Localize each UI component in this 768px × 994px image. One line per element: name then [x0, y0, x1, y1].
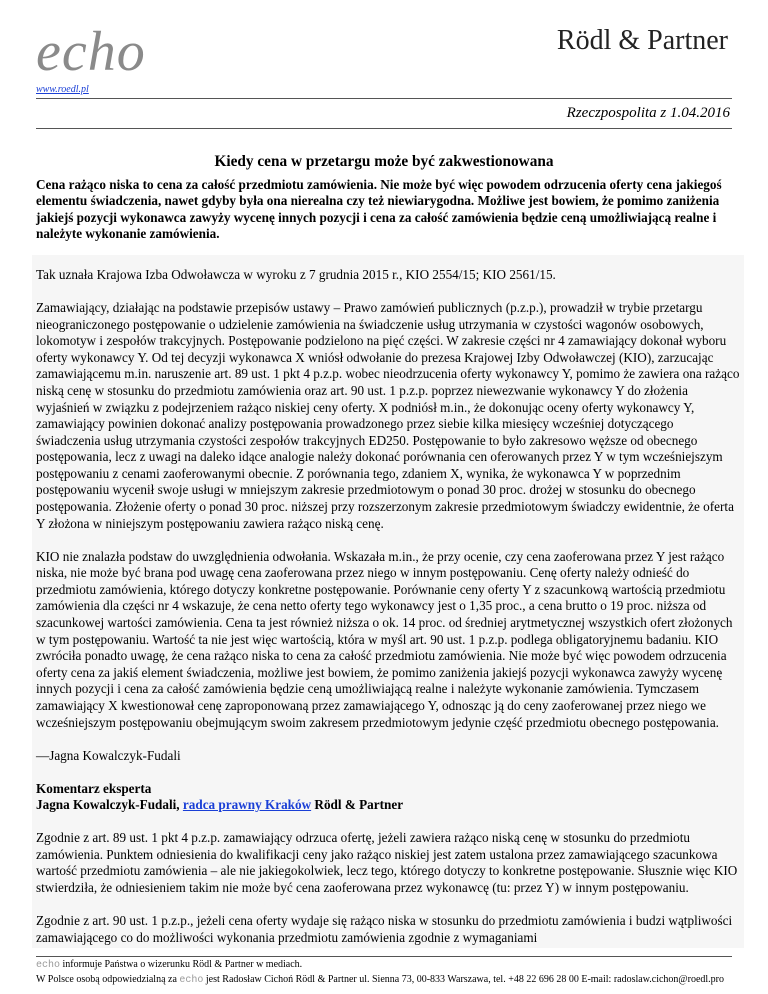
website-link[interactable]: www.roedl.pl: [36, 84, 89, 95]
footer-info: informuje Państwa o wizerunku Rödl & Partner w mediach.: [60, 959, 303, 970]
footer-line-1: [36, 958, 732, 973]
expert-profile-link[interactable]: radca prawny Kraków: [182, 797, 312, 813]
expert-heading: Komentarz eksperta: [36, 780, 152, 796]
footer-echo-mark-2: echo: [179, 975, 204, 986]
author-signature: —Jagna Kowalczyk-Fudali: [36, 747, 181, 763]
paragraph-ruling: Tak uznała Krajowa Izba Odwoławcza w wyroku z 7 grudnia 2015 r., KIO 2554/15; KIO 2561/15.: [36, 266, 556, 282]
footer-contact: jest Radosław Cichoń Rödl & Partner ul. Sienna 73, 00-833 Warszawa, tel. +48 22 696 28 00 E-mail: radoslaw.cichon@roedl.pro: [203, 974, 725, 985]
header-divider: [36, 98, 732, 99]
expert-firm: Rödl & Partner: [311, 797, 404, 813]
footer-divider: [36, 956, 732, 957]
footer-echo-mark: echo: [36, 960, 61, 971]
page-footer: [36, 956, 732, 988]
article-content: [32, 255, 744, 948]
paragraph-commentary-1: Zgodnie z art. 89 ust. 1 pkt 4 p.z.p. zamawiający odrzuca ofertę, jeżeli zawiera rażąco niską cenę w stosunku do przedmiotu zamówienia. Punktem odniesienia do kwalifikacji ceny jako rażąco niskiej jest zatem ustalona przez zamawiającego szacunkowa wartość przedmiotu zamówienia – ale nie jakiegokolwiek, lecz tego, którego dotyczy to konkretne postępowanie. Słusznie więc KIO stwierdziła, że odniesieniem takim nie może być cena zaoferowana przez wykonawcę (tu: przez Y) w innym postępowaniu.: [36, 830, 738, 895]
footer-line-2: [36, 973, 732, 988]
footer-contact-prefix: W Polsce osobą odpowiedzialną za: [36, 974, 180, 985]
article-lead: Cena rażąco niska to cena za całość przedmiotu zamówienia. Nie może być więc powodem odrzucenia oferty cena jakiegoś elementu świadczenia, nawet gdyby była ona nierealna czy też niewiarygodna. Możliwe jest bowiem, że pomimo zaniżenia jakiejś pozycji wykonawca zawyży wycenę innych pozycji i cena za całość zamówienia będzie ceną umożliwiającą realne i należyte wykonanie zamówienia.: [36, 176, 722, 242]
paragraph-facts: Zamawiający, działając na podstawie przepisów ustawy – Prawo zamówień publicznych (p.z.p.), prowadził w trybie przetargu nieograniczonego postępowanie o udzielenie zamówienia na świadczenie usług utrzymania w czystości wagonów osobowych, lokomotyw i zespołów trakcyjnych. Postępowanie podzielono na pięć części. W zakresie części nr 4 zamawiający dokonał wyboru oferty wykonawcy Y. Od tej decyzji wykonawca X wniósł odwołanie do prezesa Krajowej Izby Odwoławczej (KIO), zarzucając zamawiającemu m.in. naruszenie art. 89 ust. 1 pkt 4 p.z.p. wobec nieodrzucenia oferty wykonawcy Y, pomimo że zawiera ona rażąco niską cenę w stosunku do przedmiotu zamówienia oraz art. 90 ust. 1 p.z.p. poprzez niewezwanie wykonawcy Y do złożenia wyjaśnień w związku z podejrzeniem rażąco niskiej ceny oferty. X podniósł m.in., że dokonując oceny oferty wykonawcy Y, zamawiający powinien dokonać analizy postępowania prowadzonego przez siebie kilka miesięcy wcześniej dotyczącego świadczenia usług utrzymania czystości zespołów trakcyjnych ED250. Postępowanie to było zakresowo węższe od obecnego postępowania, lecz z uwagi na daleko idące analogie należy dokonać porównania cen oferowanych przez Y w tym wcześniejszym postępowaniu z cenami zaoferowanymi obecnie. Z porównania tego, zdaniem X, wynika, że wykonawca Y w poprzednim postępowaniu wycenił swoje usługi w mniejszym zakresie przedmiotowym o ponad 30 proc. drożej w stosunku do obecnego postępowania. Złożenie oferty o ponad 30 proc. niższej przy rozszerzonym zakresie przedmiotowym świadczy ewidentnie, że oferta Y złożona w niniejszym postępowaniu zawiera rażąco niską cenę.: [36, 299, 740, 531]
source-publication: Rzeczpospolita z 1.04.2016: [566, 105, 730, 121]
paragraph-commentary-2: Zgodnie z art. 90 ust. 1 p.z.p., jeżeli cena oferty wydaje się rażąco niska w stosunku do przedmiotu zamówienia i budzi wątpliwości zamawiającego co do możliwości wykonania przedmiotu zamówienia zgodnie z wymaganiami: [36, 912, 733, 945]
paragraph-kio-decision: KIO nie znalazła podstaw do uwzględnienia odwołania. Wskazała m.in., że przy ocenie, czy cena zaoferowana przez Y jest rażąco niska, nie może być brana pod uwagę cena zaoferowana przez niego w innym postępowaniu. Cenę oferty należy odnieść do przedmiotu zamówienia, którego dotyczy konkretne postępowanie. Porównanie ceny oferty Y z szacunkową wartością przedmiotu zamówienia dla części nr 4 wskazuje, że cena netto oferty tego wykonawcy jest o 1,35 proc., a cena brutto o 19 proc. niższa od szacunkowej wartości zamówienia. Cena ta jest również niższa o ok. 14 proc. od średniej arytmetycznej wszystkich ofert złożonych w tym postępowaniu. Wartość ta nie jest więc wartością, która w myśl art. 90 ust. 1 p.z.p. podlega obligatoryjnemu badaniu. KIO zwróciła ponadto uwagę, że cena rażąco niska to cena za całość przedmiotu zamówienia. Nie może być więc powodem odrzucenia oferty cena za jakiś element świadczenia, możliwe jest bowiem, że pomimo zaniżenia jakiejś pozycji wykonawca zawyży wycenę innych pozycji i cena za całość zamówienia będzie ceną umożliwiającą realne i należyte wykonanie zamówienia. Tymczasem zamawiający X kwestionował cenę zaproponowaną przez zamawiającego Y, odnosząc ją do ceny zaoferowanej przez niego we wcześniejszym postępowaniu obejmującym swoim zakresem przedmiotowym jedynie część przedmiotu obecnego postępowania.: [36, 548, 733, 730]
brand-logo: Rödl & Partner: [556, 25, 728, 56]
article-title: Kiedy cena w przetargu może być zakwestionowana: [214, 153, 554, 170]
article-body: [36, 153, 740, 948]
expert-name: Jagna Kowalczyk-Fudali,: [36, 797, 183, 813]
echo-logo: echo: [36, 21, 146, 83]
page-header: [36, 20, 732, 130]
expert-byline: [36, 797, 740, 814]
source-divider: [36, 128, 732, 129]
